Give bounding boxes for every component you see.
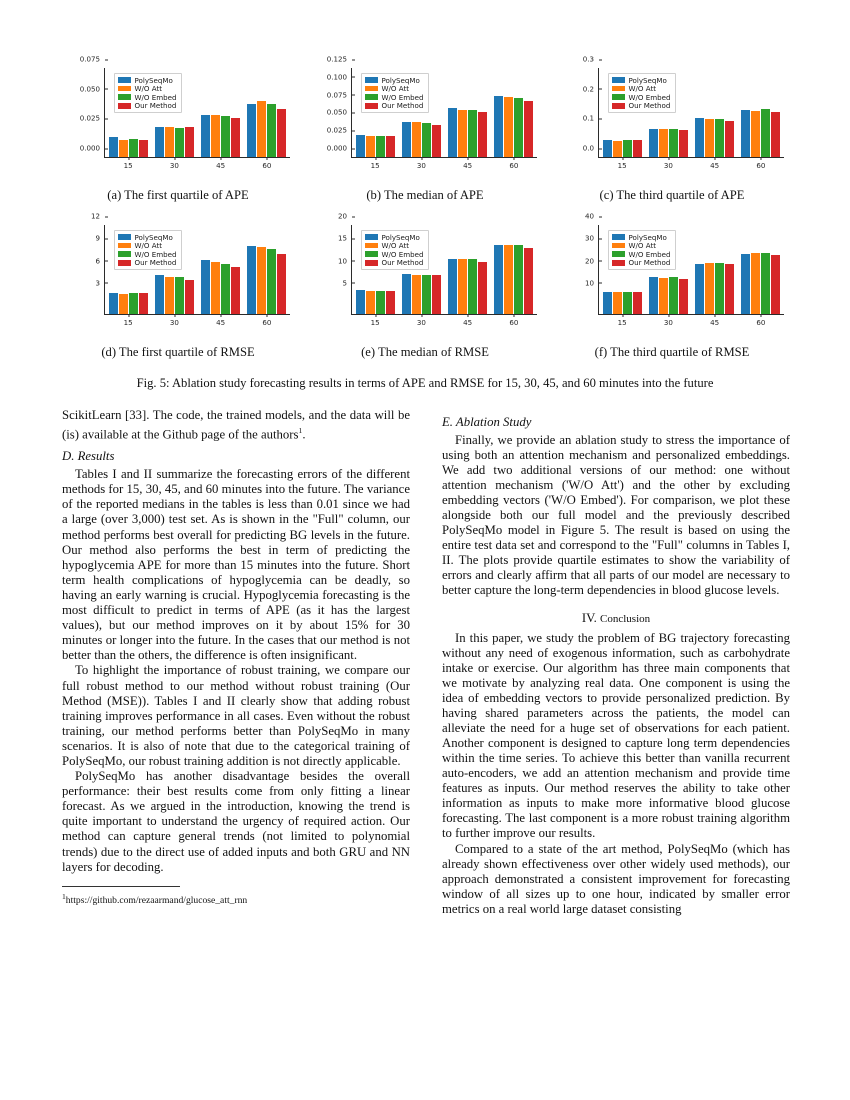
legend-label: Our Method <box>381 101 424 111</box>
legend-label: PolySeqMo <box>628 75 667 85</box>
chart-legend <box>361 230 429 270</box>
chart-b <box>309 54 541 180</box>
body-columns <box>62 408 790 917</box>
bar <box>468 259 477 314</box>
bar-group <box>491 225 537 327</box>
chart-row-top <box>60 54 790 203</box>
chart-f <box>556 211 788 337</box>
bar <box>494 96 503 157</box>
bar <box>211 262 220 314</box>
legend-color-swatch <box>365 103 378 109</box>
bar <box>139 140 148 157</box>
bar <box>129 139 138 157</box>
legend-color-swatch <box>612 260 625 266</box>
y-axis-tick-label: 0.000 <box>327 144 352 153</box>
chart-legend <box>114 230 182 270</box>
subcaption-f: (f) The third quartile of RMSE <box>594 345 750 359</box>
legend-label: Our Method <box>628 258 671 268</box>
figure-row-spacer <box>60 203 790 219</box>
bar <box>504 97 513 157</box>
chart-cell-b <box>307 54 543 203</box>
bar <box>366 291 375 314</box>
x-axis-tick-label: 45 <box>216 318 226 327</box>
bar <box>412 275 421 314</box>
legend-color-swatch <box>118 86 131 92</box>
bar <box>155 127 164 157</box>
bar <box>175 128 184 157</box>
x-axis-tick-label: 45 <box>710 318 720 327</box>
legend-entry <box>118 85 177 92</box>
y-axis-tick-label: 0.1 <box>583 114 599 123</box>
legend-color-swatch <box>118 103 131 109</box>
bar <box>201 260 210 314</box>
legend-label: PolySeqMo <box>134 232 173 242</box>
legend-entry <box>118 102 177 109</box>
paragraph-scikitlearn <box>62 408 410 442</box>
legend-entry <box>118 242 177 249</box>
y-axis-tick-label: 0.075 <box>327 90 352 99</box>
legend-entry <box>365 251 424 258</box>
y-axis-tick-label: 0.2 <box>583 84 599 93</box>
legend-label: Our Method <box>628 101 671 111</box>
chart-legend <box>608 73 676 113</box>
bar <box>504 245 513 314</box>
bar <box>478 112 487 157</box>
bar <box>659 129 668 157</box>
bar <box>175 277 184 314</box>
y-axis-tick-label: 0.0 <box>583 144 599 153</box>
subcaption-c: (c) The third quartile of APE <box>599 188 745 202</box>
x-axis-tick-label: 30 <box>663 161 673 170</box>
bar <box>633 292 642 314</box>
legend-color-swatch <box>612 243 625 249</box>
bar <box>231 267 240 314</box>
bar <box>231 118 240 157</box>
bar <box>679 279 688 314</box>
bar <box>524 101 533 157</box>
bar <box>422 123 431 157</box>
bar <box>257 247 266 314</box>
legend-label: Our Method <box>134 258 177 268</box>
subcaption-d: (d) The first quartile of RMSE <box>101 345 255 359</box>
bar <box>221 116 230 157</box>
bar <box>603 140 612 157</box>
subcaption-b: (b) The median of APE <box>366 188 484 202</box>
bar <box>267 249 276 314</box>
left-column <box>62 408 410 917</box>
bar <box>771 112 780 157</box>
y-axis-tick-label: 12 <box>91 212 105 221</box>
legend-label: W/O Att <box>628 84 657 94</box>
y-axis-tick-label: 6 <box>95 256 105 265</box>
section-heading-conclusion <box>442 611 790 626</box>
y-axis-tick-label: 0.050 <box>80 84 105 93</box>
x-axis-tick-label: 60 <box>262 161 272 170</box>
paragraph-ablation-1: Finally, we provide an ablation study to stress the importance of using both an attention mechanism and personalized embeddings. We add two additional versions of our method: one without attention mechanism ('W/O Att') and the other by excluding embedding vectors ('W/O Embed'). For comparison, we plot these alongside both our full model and the previously described PolySeqMo model in Figure 5. The result is based on using the entire test data set and correspond to the "Full" columns in Tables I, II. The plots provide quartile estimates to show the variability of errors and clearly affirm that all parts of our model are necessary to better capture the long-term dependencies in blood glucose levels. <box>442 433 790 598</box>
x-axis-tick-label: 60 <box>756 161 766 170</box>
legend-entry <box>118 77 177 84</box>
bar <box>185 127 194 157</box>
bar <box>741 254 750 314</box>
legend-entry <box>365 94 424 101</box>
bar <box>761 253 770 314</box>
section-heading-ablation: E. Ablation Study <box>442 415 532 429</box>
chart-cell-f <box>554 211 790 360</box>
bar <box>376 136 385 157</box>
legend-entry <box>612 77 671 84</box>
chart-c <box>556 54 788 180</box>
legend-entry <box>365 234 424 241</box>
legend-color-swatch <box>612 251 625 257</box>
legend-entry <box>612 251 671 258</box>
paragraph-scikitlearn-text: ScikitLearn [33]. The code, the trained models, and the data will be (is) available at the Github page of the authors <box>62 408 410 442</box>
footnote-divider <box>62 886 180 887</box>
bar <box>211 115 220 157</box>
x-axis-tick-label: 45 <box>710 161 720 170</box>
figure-caption: Fig. 5: Ablation study forecasting results in terms of APE and RMSE for 15, 30, 45, and 60 minutes into the future <box>136 376 714 390</box>
bar <box>139 293 148 314</box>
legend-entry <box>365 77 424 84</box>
legend-color-swatch <box>118 260 131 266</box>
legend-entry <box>118 259 177 266</box>
bar-group <box>198 225 244 327</box>
legend-label: W/O Att <box>628 241 657 251</box>
legend-label: W/O Embed <box>628 249 671 259</box>
legend-label: Our Method <box>381 258 424 268</box>
bar-group <box>445 68 491 170</box>
legend-color-swatch <box>118 234 131 240</box>
legend-entry <box>612 234 671 241</box>
bar <box>659 278 668 314</box>
legend-label: W/O Att <box>134 241 163 251</box>
legend-color-swatch <box>118 251 131 257</box>
legend-entry <box>365 259 424 266</box>
bar <box>277 254 286 314</box>
bar <box>165 127 174 157</box>
bar <box>129 293 138 314</box>
y-axis-tick-label: 5 <box>342 278 352 287</box>
y-axis-tick-label: 3 <box>95 278 105 287</box>
legend-color-swatch <box>365 94 378 100</box>
bar <box>751 111 760 157</box>
legend-entry <box>365 102 424 109</box>
bar-group <box>738 68 784 170</box>
legend-color-swatch <box>612 103 625 109</box>
chart-a <box>62 54 294 180</box>
footnote-marker-inline: 1 <box>298 426 303 436</box>
y-axis-tick-label: 20 <box>585 256 599 265</box>
legend-color-swatch <box>118 77 131 83</box>
y-axis-tick-label: 30 <box>585 234 599 243</box>
legend-label: W/O Embed <box>381 249 424 259</box>
bar-group <box>692 225 738 327</box>
x-axis-tick-label: 60 <box>756 318 766 327</box>
legend-label: Our Method <box>134 101 177 111</box>
bar <box>715 119 724 157</box>
x-axis-tick-label: 15 <box>123 318 133 327</box>
y-axis-tick-label: 10 <box>338 256 352 265</box>
bar <box>695 264 704 315</box>
section-number: IV. <box>581 610 597 625</box>
legend-label: W/O Embed <box>381 92 424 102</box>
paragraph-results-3: PolySeqMo has another disadvantage besides the overall performance: their best results come from only fitting a linear forecast. As we argued in the introduction, knowing the trend is quite important to understand the urgency of required action. Our method can capture general trends (not limited to polynomial trends) due to the direct use of added inputs and both GRU and NN layers for decoding. <box>62 769 410 874</box>
bar <box>751 253 760 314</box>
bar <box>669 277 678 314</box>
bar <box>494 245 503 314</box>
bar <box>412 122 421 157</box>
x-axis-tick-label: 60 <box>509 318 519 327</box>
chart-legend <box>361 73 429 113</box>
y-axis-tick-label: 0.025 <box>327 126 352 135</box>
legend-color-swatch <box>118 243 131 249</box>
legend-color-swatch <box>612 77 625 83</box>
legend-entry <box>365 85 424 92</box>
y-axis-tick-label: 15 <box>338 234 352 243</box>
legend-color-swatch <box>365 234 378 240</box>
x-axis-tick-label: 30 <box>416 161 426 170</box>
bar <box>613 292 622 314</box>
legend-entry <box>365 242 424 249</box>
bar <box>366 136 375 157</box>
legend-entry <box>118 234 177 241</box>
y-axis-tick-label: 40 <box>585 212 599 221</box>
y-axis-tick-label: 9 <box>95 234 105 243</box>
bar <box>247 104 256 157</box>
bar <box>221 264 230 314</box>
legend-label: PolySeqMo <box>134 75 173 85</box>
bar <box>771 255 780 314</box>
legend-label: PolySeqMo <box>381 232 420 242</box>
x-axis-tick-label: 15 <box>370 161 380 170</box>
legend-label: W/O Embed <box>628 92 671 102</box>
legend-color-swatch <box>365 251 378 257</box>
bar <box>165 277 174 314</box>
bar-group <box>692 68 738 170</box>
bar <box>623 292 632 314</box>
bar <box>705 263 714 314</box>
x-axis-tick-label: 15 <box>370 318 380 327</box>
legend-entry <box>118 251 177 258</box>
bar <box>402 122 411 157</box>
paragraph-results-1: Tables I and II summarize the forecasting errors of the different methods for 15, 30, 45, and 60 minutes into the future. The variance of the reported medians in the tables is less than 0.01 since we had a large (over 3,000) test set. As is shown in the "Full" column, our method performs best overall for predicting BG levels in the future. Our method also performs the best in term of predicting the hypoglycemia APE for more than 15 minutes into the future. Short term health complications of hypoglycemia can be deadly, so having an early warning is crucial. Hypoglycemia forecasting is the most difficult to predict in terms of APE (as it has the largest values), but our method improves on it by about 15% for 30 minutes or longer into the future. In the cases that our method is not better than the others, the difference is often insignificant. <box>62 467 410 662</box>
legend-entry <box>612 85 671 92</box>
y-axis-tick-label: 20 <box>338 212 352 221</box>
paragraph-conclusion-2: Compared to a state of the art method, PolySeqMo (which has already shown effectiveness over other widely used methods), our approach demonstrated a consistent improvement for forecasting window of all sizes up to one hour, indicated by smaller error metrics on a real world large dataset consisting <box>442 841 790 916</box>
x-axis-tick-label: 45 <box>463 161 473 170</box>
bar <box>277 109 286 157</box>
legend-entry <box>118 94 177 101</box>
bar <box>695 118 704 157</box>
x-axis-tick-label: 30 <box>416 318 426 327</box>
bar-group <box>244 225 290 327</box>
bar <box>514 245 523 314</box>
chart-legend <box>608 230 676 270</box>
chart-d <box>62 211 294 337</box>
bar <box>386 291 395 314</box>
bar <box>623 140 632 157</box>
bar <box>257 101 266 157</box>
chart-cell-d <box>60 211 296 360</box>
bar <box>613 141 622 157</box>
bar <box>761 109 770 157</box>
bar <box>432 275 441 314</box>
bar-group <box>244 68 290 170</box>
paragraph-scikitlearn-period: . <box>302 427 306 442</box>
bar <box>201 115 210 157</box>
bar <box>267 104 276 157</box>
legend-entry <box>612 102 671 109</box>
footnote <box>62 891 410 907</box>
chart-legend <box>114 73 182 113</box>
y-axis-tick-label: 0.3 <box>583 55 599 64</box>
y-axis-tick-label: 10 <box>585 278 599 287</box>
x-axis-tick-label: 45 <box>216 161 226 170</box>
bar <box>155 275 164 314</box>
bar <box>715 263 724 314</box>
x-axis-tick-label: 30 <box>663 318 673 327</box>
y-axis-tick-label: 0.050 <box>327 108 352 117</box>
bar <box>669 129 678 157</box>
bar <box>356 135 365 157</box>
chart-cell-c <box>554 54 790 203</box>
chart-cell-a <box>60 54 296 203</box>
bar <box>603 292 612 314</box>
bar <box>725 121 734 157</box>
x-axis-tick-label: 15 <box>617 161 627 170</box>
legend-color-swatch <box>612 86 625 92</box>
bar <box>356 290 365 314</box>
footnote-url[interactable]: https://github.com/rezaarmand/glucose_att_rnn <box>65 894 248 906</box>
legend-color-swatch <box>612 234 625 240</box>
x-axis-tick-label: 30 <box>169 161 179 170</box>
legend-entry <box>612 94 671 101</box>
y-axis-tick-label: 0.075 <box>80 55 105 64</box>
section-title: Conclusion <box>600 612 651 625</box>
legend-label: W/O Embed <box>134 92 177 102</box>
bar <box>432 125 441 157</box>
legend-color-swatch <box>365 77 378 83</box>
bar <box>458 259 467 314</box>
x-axis-tick-label: 15 <box>617 318 627 327</box>
bar <box>524 248 533 314</box>
legend-color-swatch <box>365 243 378 249</box>
x-axis-tick-label: 30 <box>169 318 179 327</box>
bar <box>679 130 688 157</box>
legend-color-swatch <box>365 86 378 92</box>
legend-color-swatch <box>612 94 625 100</box>
y-axis-tick-label: 0.000 <box>80 144 105 153</box>
bar-group <box>738 225 784 327</box>
bar <box>649 129 658 157</box>
bar-group <box>445 225 491 327</box>
legend-color-swatch <box>365 260 378 266</box>
bar <box>109 293 118 315</box>
x-axis-tick-label: 15 <box>123 161 133 170</box>
y-axis-tick-label: 0.125 <box>327 55 352 64</box>
figure-5 <box>60 54 790 391</box>
legend-label: W/O Att <box>381 241 410 251</box>
bar <box>448 259 457 314</box>
subcaption-e: (e) The median of RMSE <box>361 345 489 359</box>
right-column <box>442 408 790 917</box>
bar <box>458 110 467 157</box>
x-axis-tick-label: 60 <box>509 161 519 170</box>
chart-e <box>309 211 541 337</box>
bar <box>725 264 734 314</box>
bar <box>649 277 658 314</box>
legend-entry <box>612 242 671 249</box>
paragraph-conclusion-1: In this paper, we study the problem of BG trajectory forecasting without any need of exogenous information, such as carbohydrate intake or exercise. Our algorithm has three main components that we motivate by analyzing real data. One component is using the idea of embedding vectors to provide personalized prediction. By having shared parameters across the patients, the model can alleviate the need for a huge set of observations for each patient. Another component is designed to capture long term dependencies within the time series. To achieve this better than vanilla recurrent auto-encoders, we add an attention mechanism and provide time features as inputs. Our method reserves the ability to take other information as inputs to make more informative blood glucose forecasting. The last component is a more robust training algorithm to further improve our results. <box>442 630 790 841</box>
legend-label: PolySeqMo <box>381 75 420 85</box>
bar <box>633 140 642 157</box>
legend-entry <box>612 259 671 266</box>
bar <box>119 294 128 314</box>
bar <box>514 98 523 157</box>
chart-row-bottom <box>60 211 790 360</box>
bar <box>247 246 256 314</box>
bar <box>386 136 395 157</box>
section-heading-results: D. Results <box>62 449 115 464</box>
bar <box>109 137 118 157</box>
chart-cell-e <box>307 211 543 360</box>
footnote-number: 1 <box>62 891 66 901</box>
bar <box>448 108 457 157</box>
legend-label: W/O Embed <box>134 249 177 259</box>
legend-color-swatch <box>118 94 131 100</box>
bar <box>402 274 411 314</box>
bar <box>376 291 385 314</box>
x-axis-tick-label: 60 <box>262 318 272 327</box>
bar <box>422 275 431 314</box>
paragraph-results-2: To highlight the importance of robust training, we compare our full robust method to our method without robust training (Our Method (MSE)). Tables I and II clearly show that adding robust training improves performance in all cases. Even without the robust training, our method performs better than PolySeqMo in many scenarios. It is also of note that due to the categorical training of PolySeqMo, our robust training addition is not directly applicable. <box>62 663 410 768</box>
bar <box>478 262 487 314</box>
x-axis-tick-label: 45 <box>463 318 473 327</box>
bar <box>185 280 194 314</box>
bar <box>741 110 750 157</box>
y-axis-tick-label: 0.025 <box>80 114 105 123</box>
bar <box>119 140 128 157</box>
legend-label: W/O Att <box>134 84 163 94</box>
bar-group <box>198 68 244 170</box>
legend-label: W/O Att <box>381 84 410 94</box>
legend-label: PolySeqMo <box>628 232 667 242</box>
y-axis-tick-label: 0.100 <box>327 72 352 81</box>
bar <box>468 110 477 157</box>
subcaption-a: (a) The first quartile of APE <box>107 188 249 202</box>
bar-group <box>491 68 537 170</box>
bar <box>705 119 714 157</box>
